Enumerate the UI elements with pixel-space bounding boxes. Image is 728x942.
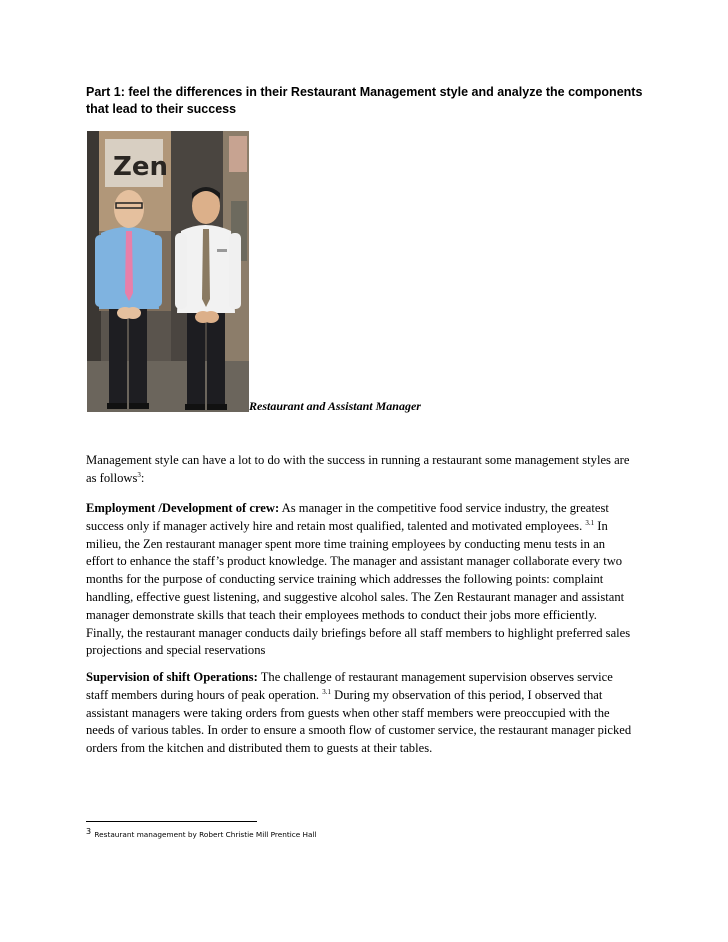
intro-reference: 3 bbox=[137, 470, 141, 479]
intro-end: : bbox=[140, 470, 145, 485]
footnote-text: Restaurant management by Robert Christie Mill Prentice Hall bbox=[94, 830, 317, 839]
employment-text-2: In milieu, the Zen restaurant manager spent more time training employees by conducting menu tests in an effort to enhance the staff’s product knowledge. The manager and assistant manager collaborate every two months for the purpose of conducting service training which addresses the following points: complaint handling, effective guest listening, and suggestive alcohol sales. The Zen Restaurant manager and assistant manager demonstrate skills that teach their employees methods to conduct their jobs more efficiently. Finally, the restaurant manager conducts daily briefings before all staff members to highlight preferred sales projections and special reservations bbox=[86, 518, 631, 658]
photo-caption: Restaurant and Assistant Manager bbox=[249, 399, 421, 413]
supervision-reference: 3.1 bbox=[322, 687, 331, 696]
intro-text: Management style can have a lot to do with the success in running a restaurant some management styles are as follows bbox=[86, 453, 630, 485]
managers-photo bbox=[87, 131, 249, 412]
supervision-title: Supervision of shift Operations: bbox=[86, 670, 258, 684]
employment-paragraph bbox=[86, 500, 634, 660]
managers-photo-image bbox=[87, 131, 249, 412]
footnote-separator bbox=[86, 821, 257, 822]
footnote-number: 3 bbox=[86, 827, 92, 836]
supervision-text-1: The challenge of restaurant management supervision observes service staff members during hours of peak operation. bbox=[86, 670, 613, 702]
supervision-text-2: During my observation of this period, I observed that assistant managers were taking orders from guests when other staff members were preoccupied with the needs of various tables. In order to ensure a smooth flow of customer service, the restaurant manager picked orders from the kitchen and distributed them to guests at their tables. bbox=[86, 687, 632, 756]
employment-reference: 3.1 bbox=[585, 518, 595, 527]
footnote bbox=[86, 826, 317, 841]
intro-paragraph bbox=[86, 452, 634, 488]
page-heading: Part 1: feel the differences in their Restaurant Management style and analyze the components that lead to their success bbox=[86, 85, 643, 116]
zen-sign-text: Zen bbox=[113, 152, 168, 182]
employment-title: Employment /Development of crew: bbox=[86, 501, 280, 515]
employment-text-1: As manager in the competitive food service industry, the greatest success only if manager actively hire and retain most qualified, talented and motivated employees. bbox=[86, 501, 609, 533]
supervision-paragraph bbox=[86, 669, 634, 758]
